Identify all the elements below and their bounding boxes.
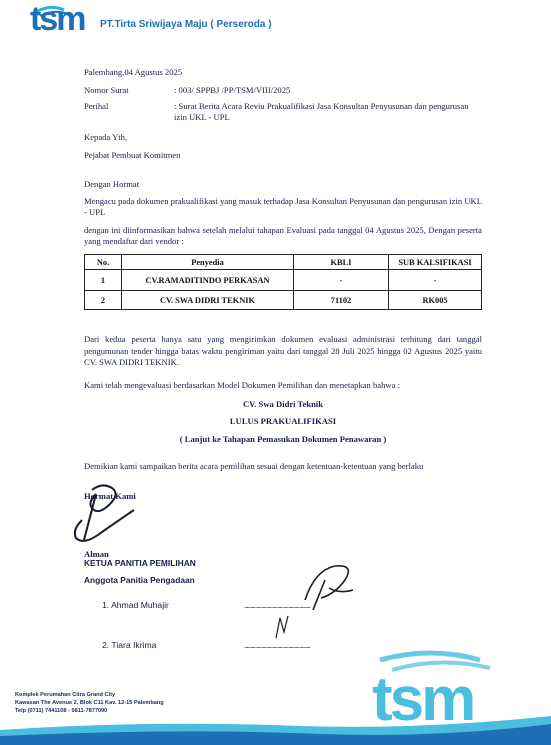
member-1-signature [295, 560, 365, 620]
member-1: 1. Ahmad Muhajir [102, 600, 169, 610]
paragraph-4: Kami telah mengevaluasi berdasarkan Model Dokumen Pemilihan dan menetapkan bahwa : [84, 380, 400, 390]
hormat-kami: Hormat Kami [84, 491, 136, 501]
winner-name: CV. Swa Didri Teknik [242, 399, 324, 409]
table-row [85, 291, 482, 310]
table-header-row [85, 255, 482, 270]
cell-kbli: 71102 [294, 291, 389, 310]
nomor-value: : 003/ SPPBJ /PP/TSM/VIII/2025 [174, 85, 291, 95]
signature-image [62, 480, 152, 555]
cell-penyedia: CV. SWA DIDRI TEKNIK [122, 291, 294, 310]
paragraph-3: Dari kedua peserta hanya satu yang mengirimkan dokumen evaluasi administrasi terhitung dari tanggal pengumunan tender hingga batas waktu pengiriman yaitu dari tanggal 28 Juli 2025 hingga 02 Agustus 2025 yaitu CV. SWA DIDRI TEKNIK. [84, 334, 482, 367]
salam: Dengan Hormat [84, 179, 140, 189]
perihal-value: : Surat Berita Acara Reviu Prakualifikasi Jasa Konsultan Penyusunan dan pengurusan izin UKL - UPL [174, 101, 469, 122]
member-1-dots: ...................................................... [244, 601, 311, 610]
cell-sub: - [389, 270, 482, 291]
handwritten-signature-icon [295, 560, 365, 620]
logo-text: tsm [30, 0, 85, 38]
next-step-text: ( Lanjut ke Tahapan Pemasukan Dokumen Penawaran ) [179, 434, 387, 444]
company-name: PT.Tirta Sriwijaya Maju ( Perseroda ) [100, 19, 272, 30]
header-sub-klasifikasi: SUB KALSIFIKASI [389, 255, 482, 270]
cell-penyedia: CV.RAMADITINDO PERKASAN [122, 270, 294, 291]
footer-address-1: Komplek Perumahan Citra Grand City [15, 692, 116, 698]
cell-kbli: - [294, 270, 389, 291]
signatory-title: KETUA PANITIA PEMILIHAN [84, 558, 196, 568]
cell-no: 2 [85, 291, 122, 310]
cell-no: 1 [85, 270, 122, 291]
status-text: LULUS PRAKUALIFIKASI [229, 416, 337, 426]
handwritten-signature-icon [62, 480, 152, 555]
header-penyedia: Penyedia [122, 255, 294, 270]
header-no: No. [85, 255, 122, 270]
member-2-initial [272, 612, 292, 642]
footer-address-2: Kawasan The Avenue 2, Blok C11 Kav. 12-15 Palembang [15, 700, 164, 706]
perihal-label: Perihal [84, 101, 109, 111]
header-kbli: KBLI [294, 255, 389, 270]
nomor-label: Nomor Surat [84, 85, 129, 95]
kepada: Kepada Yth, [84, 132, 128, 142]
paragraph-2: dengan ini diinformasikan bahwa setelah melalui tahapan Evaluasi pada tanggal 04 Agustus 2025, Dengan peserta yang mendaftar dari vendor : [84, 225, 482, 246]
footer-phone: Telp (0711) 7441108 - 0811-7877090 [15, 708, 108, 714]
penerima: Pejabat Pembuat Komitmen [84, 150, 181, 160]
footer-logo: tsm [372, 665, 474, 734]
place-date: Palembang,04 Agustus 2025 [84, 67, 183, 77]
signatory-name: Alman [84, 549, 109, 559]
cell-sub: RK005 [389, 291, 482, 310]
member-2: 2. Tiara Ikrima [102, 640, 157, 650]
table-row [85, 270, 482, 291]
closing-text: Demikian kami sampaikan berita acara pemilihan sesuai dengan ketentuan-ketentuan yang berlaku [84, 461, 424, 471]
committee-title: Anggota Panitia Pengadaan [84, 575, 195, 585]
member-2-dots: ...................................................... [244, 641, 311, 650]
paragraph-1: Mengacu pada dokumen prakualifikasi yang masuk terhadap Jasa Konsultan Penyusunan dan pengurusan izin UKL - UPL [84, 196, 482, 217]
handwritten-initial-icon [272, 612, 292, 642]
vendor-table [84, 254, 482, 310]
